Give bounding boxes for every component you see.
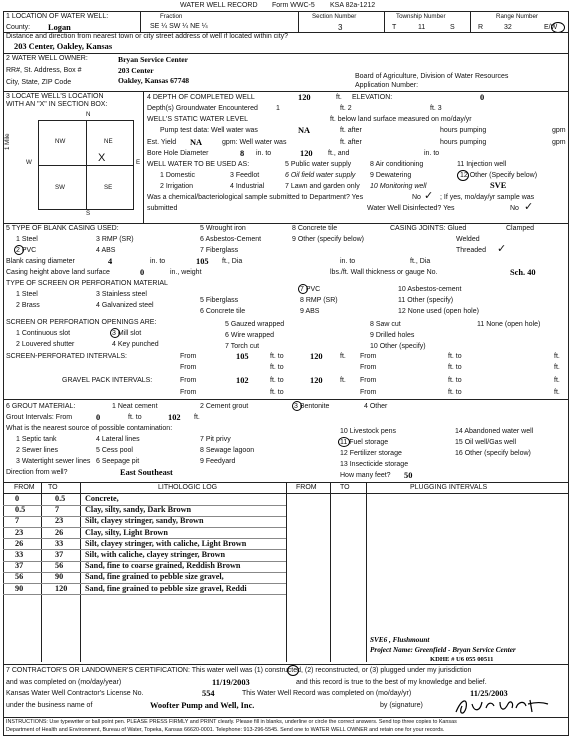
pump-hours: hours pumping	[440, 127, 487, 134]
direction-label: Direction from well?	[6, 469, 68, 476]
county-label: County:	[6, 24, 31, 31]
city-label: City, State, ZIP Code	[6, 79, 72, 86]
section6-label: 6 GROUT MATERIAL:	[6, 403, 76, 410]
table-row	[3, 584, 569, 595]
screen-other: 11 Other (specify)	[398, 297, 454, 304]
log-to: 26	[55, 527, 64, 537]
open-saw: 8 Saw cut	[370, 321, 401, 328]
log-header-from2: FROM	[296, 484, 317, 491]
gp-label: GRAVEL PACK INTERVALS:	[62, 377, 153, 384]
casing-threaded: Threaded	[456, 247, 486, 254]
instructions-line2: Department of Health and Environment, Bureau of Water, Topeka, Kansas 66620-0001. Telephone: 913-296-5545. Send one to WATER WELL OWNER and retain one for your records.	[6, 727, 445, 733]
grid-se: SE	[104, 184, 113, 191]
submitted-label: submitted	[147, 205, 178, 212]
contam-seepage: 6 Seepage pit	[96, 458, 140, 465]
fraction-value: SE ¼ SW ¼ NE ¼	[150, 23, 208, 30]
section-number-label: Section Number	[312, 13, 357, 20]
use-irrigation: 2 Irrigation	[160, 183, 194, 190]
bore-depth-value: 120	[300, 149, 313, 158]
true-statement: and this record is true to the best of my knowledge and belief.	[296, 679, 487, 686]
contam-pit: 7 Pit privy	[200, 436, 231, 443]
section1-label: 1 LOCATION OF WATER WELL:	[6, 13, 109, 20]
fraction-label: Fraction	[160, 13, 183, 20]
open-torch: 7 Torch cut	[225, 343, 260, 350]
log-description: Concrete,	[85, 494, 119, 503]
project-name: Project Name: Greenfield - Bryan Service Center	[370, 646, 516, 654]
open-mill-circle	[110, 328, 120, 338]
grid-ne: NE	[104, 138, 113, 145]
grout-bentonite: 3 Bentonite	[294, 403, 330, 410]
grout-intervals-label: Grout Intervals: From	[6, 414, 73, 421]
threaded-check: ✓	[497, 243, 507, 255]
use-oilfield: 6 Oil field water supply	[285, 172, 356, 179]
business-label: under the business name of	[6, 702, 93, 709]
completed-date: 11/19/2003	[212, 678, 250, 687]
certification-line: 7 CONTRACTOR'S OR LANDOWNER'S CERTIFICATION: This water well was (1) constructed, (2) reconstructed, or (3) plugged under my jurisdiction	[6, 667, 472, 674]
section-number-value: 3	[338, 23, 343, 32]
casing-abs: 4 ABS	[96, 247, 116, 254]
address-value: 203 Center	[118, 66, 154, 75]
feet-value: 50	[404, 471, 413, 480]
compass-e: E	[136, 159, 141, 166]
use-lawn: 7 Lawn and garden only	[285, 183, 360, 190]
pump-rest: ft. after	[340, 127, 362, 134]
pump-gpm: gpm	[552, 127, 566, 134]
contam-fertilizer: 12 Fertilizer storage	[340, 450, 402, 457]
static-label: WELL'S STATIC WATER LEVEL	[147, 116, 249, 123]
open-other: 10 Other (specify)	[370, 343, 426, 350]
spi-from-2: From	[360, 353, 377, 360]
gp-to-1: ft. to	[270, 377, 284, 384]
table-row	[3, 561, 569, 572]
log-to: 7	[55, 505, 60, 515]
screen-concrete: 6 Concrete tile	[200, 308, 246, 315]
table-row	[3, 494, 569, 505]
contam-other: 16 Other (specify below)	[455, 450, 531, 457]
gp-to-value: 120	[310, 376, 323, 385]
grout-from-value: 0	[96, 413, 101, 422]
spi-to-3: ft. to	[270, 364, 284, 371]
spi-to-4: ft. to	[448, 364, 462, 371]
range-value: 32	[504, 24, 512, 31]
use-dewatering: 9 Dewatering	[370, 172, 412, 179]
grout-other: 4 Other	[364, 403, 388, 410]
log-description: Silt, clayey stringer, sandy, Brown	[85, 516, 204, 526]
howmany-label: How many feet?	[340, 472, 391, 479]
screen-abs: 9 ABS	[300, 308, 320, 315]
grout-to-value: 102	[168, 413, 181, 422]
grout-ft: ft.	[194, 414, 200, 421]
yield-after: ft. after	[340, 139, 362, 146]
section2-label: 2 WATER WELL OWNER:	[6, 55, 88, 62]
contam-sewer: 2 Sewer lines	[16, 447, 59, 454]
grout-cement: 2 Cement grout	[200, 403, 249, 410]
log-description: Silt, with caliche, clayey stringer, Brown	[85, 550, 226, 559]
contam-fuel-circle	[338, 437, 350, 447]
signature-label: by (signature)	[380, 702, 423, 709]
gp-to-2: ft. to	[448, 377, 462, 384]
log-header-to: TO	[48, 484, 58, 491]
log-from: 7	[15, 516, 20, 526]
log-from: 0.5	[15, 505, 26, 515]
blank-diameter-value: 4	[108, 257, 113, 266]
use-other-circle	[457, 170, 469, 181]
contam-septic: 1 Septic tank	[16, 436, 57, 443]
gp-from-4: From	[360, 389, 377, 396]
contam-fuel: 11 Fuel storage	[340, 439, 389, 446]
blank-dia-2: ft., Dia	[410, 258, 431, 265]
static-rest: ft. below land surface measured on mo/day/yr	[330, 116, 472, 123]
gp-ft-2: ft.	[554, 377, 560, 384]
ksa-reference: KSA 82a-1212	[330, 2, 376, 9]
log-from: 23	[15, 527, 24, 537]
compass-n: N	[86, 111, 91, 118]
chem-no-check: ✓	[424, 190, 434, 202]
yield-hours: hours pumping	[440, 139, 487, 146]
compass-s: S	[86, 210, 91, 217]
log-from: 33	[15, 550, 24, 559]
log-description: Sand, fine grained to pebble size gravel,	[85, 572, 224, 582]
kdhe-number: KDHE # U6 055 00511	[430, 656, 494, 663]
casing-pvc-circle	[14, 245, 24, 255]
casing-concrete: 8 Concrete tile	[292, 225, 338, 232]
open-mill-slot: 3 Mill slot	[112, 330, 142, 337]
yield-gpm: gpm	[552, 139, 566, 146]
screen-rmp: 8 RMP (SR)	[300, 297, 338, 304]
casing-other: 9 Other (specify below)	[292, 236, 364, 243]
casing-height-label: Casing height above land surface	[6, 269, 110, 276]
grout-neat: 1 Neat cement	[112, 403, 158, 410]
log-description: Clay, silty, Light Brown	[85, 527, 168, 537]
casing-clamped: Clamped	[506, 225, 535, 232]
grid-sw: SW	[55, 184, 65, 191]
contamination-label: What is the nearest source of possible contamination:	[6, 425, 173, 432]
gp-ft-4: ft.	[554, 389, 560, 396]
address-label: RR#, St. Address, Box #	[6, 67, 82, 74]
screen-none: 12 None used (open hole)	[398, 308, 479, 315]
use-injection: 11 Injection well	[457, 161, 507, 168]
record-date: 11/25/2003	[470, 689, 508, 698]
table-row	[3, 539, 569, 550]
log-to: 33	[55, 538, 64, 548]
openings-label: SCREEN OR PERFORATION OPENINGS ARE:	[6, 319, 157, 326]
township-label: Township Number	[396, 13, 446, 20]
screen-label: TYPE OF SCREEN OR PERFORATION MATERIAL	[6, 280, 168, 287]
range-r: R	[478, 24, 484, 31]
log-to: 37	[55, 550, 64, 559]
mile-label: 1 Mile	[4, 133, 11, 150]
contam-cess: 5 Cess pool	[96, 447, 133, 454]
gp-ft-1: ft.	[340, 377, 346, 384]
open-key: 4 Key punched	[112, 341, 159, 348]
blank-to: in. to	[150, 258, 166, 265]
screen-fiberglass: 5 Fiberglass	[200, 297, 239, 304]
casing-asbestos: 6 Asbestos-Cement	[200, 236, 262, 243]
chem-rest: ; If yes, mo/day/yr sample was	[440, 194, 535, 201]
use-domestic: 1 Domestic	[160, 172, 196, 179]
blank-to-2: in. to	[340, 258, 356, 265]
wall-value: Sch. 40	[510, 268, 536, 277]
spi-to-2: ft. to	[448, 353, 462, 360]
sve-label: SVE6 , Flushmount	[370, 636, 430, 644]
log-description: Silt, clayey stringer, with caliche, Light Brown	[85, 538, 247, 548]
spi-from-4: From	[360, 364, 377, 371]
contam-lateral: 4 Lateral lines	[96, 436, 140, 443]
screen-pvc: 7 PVC	[300, 286, 321, 293]
open-gauzed: 5 Gauzed wrapped	[225, 321, 285, 328]
blank-dia: ft., Dia	[222, 258, 243, 265]
wall-label: lbs./ft. Wall thickness or gauge No.	[330, 269, 438, 276]
table-row	[3, 505, 569, 516]
form-title: WATER WELL RECORD	[180, 2, 258, 9]
business-name: Woofter Pump and Well, Inc.	[150, 701, 255, 710]
license-label: Kansas Water Well Contractor's License No.	[6, 690, 144, 697]
gp-from-2: From	[360, 377, 377, 384]
log-description: Clay, silty, sandy, Dark Brown	[85, 505, 192, 515]
bore-in: in. to	[424, 150, 440, 157]
log-header-litho: LITHOLOGIC LOG	[158, 484, 218, 491]
blank-diameter-label: Blank casing diameter	[6, 258, 75, 265]
casing-fiberglass: 7 Fiberglass	[200, 247, 239, 254]
contam-feedyard: 9 Feedyard	[200, 458, 236, 465]
depth-value: 120	[298, 93, 311, 102]
log-to: 23	[55, 516, 64, 526]
open-louvered: 2 Louvered shutter	[16, 341, 75, 348]
bore-and: ft., and	[328, 150, 350, 157]
casing-welded: Welded	[456, 236, 480, 243]
screen-steel: 1 Steel	[16, 291, 38, 298]
direction-value: East Southeast	[120, 468, 173, 477]
pump-label: Pump test data: Well water was	[160, 127, 258, 134]
log-to: 0.5	[55, 494, 66, 503]
depth-label: 4 DEPTH OF COMPLETED WELL	[147, 94, 255, 101]
compass-w: W	[26, 159, 32, 166]
spi-from-1: From	[180, 353, 197, 360]
log-to: 90	[55, 572, 64, 582]
use-public: 5 Public water supply	[285, 161, 352, 168]
use-industrial: 4 Industrial	[230, 183, 265, 190]
disinfected-no-check: ✓	[524, 201, 534, 213]
county-value: Logan	[48, 23, 71, 32]
form-number: Form WWC-5	[272, 2, 315, 9]
screen-pvc-circle	[298, 284, 308, 294]
gp-to-3: ft. to	[270, 389, 284, 396]
log-header-from: FROM	[14, 484, 35, 491]
screen-galvanized: 4 Galvanized steel	[96, 302, 154, 309]
owner-value: Bryan Service Center	[118, 55, 189, 64]
contam-livestock: 10 Livestock pens	[340, 428, 397, 435]
depth-ft: ft.	[336, 94, 342, 101]
groundwater-label: Depth(s) Groundwater Encountered	[147, 105, 258, 112]
elevation-value: 0	[480, 93, 485, 102]
spi-label: SCREEN-PERFORATED INTERVALS:	[6, 353, 127, 360]
log-from: 0	[15, 494, 20, 503]
log-description: Sand, fine to coarse grained, Reddish Brown	[85, 561, 241, 571]
chem-label: Was a chemical/bacteriological sample submitted to Department? Yes	[147, 194, 364, 201]
screen-asbestos: 10 Asbestos-cement	[398, 286, 462, 293]
distance-value: 203 Center, Oakley, Kansas	[14, 42, 113, 51]
application-label: Application Number:	[355, 82, 419, 89]
open-drilled: 9 Drilled holes	[370, 332, 415, 339]
spi-ft-2: ft.	[554, 353, 560, 360]
log-from: 90	[15, 583, 24, 593]
log-header-plugging: PLUGGING INTERVALS	[410, 484, 488, 491]
range-label: Range Number	[496, 13, 538, 20]
table-row	[3, 550, 569, 561]
elevation-label: ELEVATION:	[352, 94, 393, 101]
table-row	[3, 516, 569, 527]
spi-to-1: ft. to	[270, 353, 284, 360]
section3-label2: WITH AN "X" IN SECTION BOX:	[6, 101, 108, 108]
casing-joints: CASING JOINTS: Glued	[390, 225, 467, 232]
spi-from-value: 105	[236, 352, 249, 361]
township-t: T	[392, 24, 397, 31]
contam-insecticide: 13 Insecticide storage	[340, 461, 409, 468]
contam-oilwell: 15 Oil well/Gas well	[455, 439, 517, 446]
bore-to: in. to	[256, 150, 272, 157]
yield-value: NA	[190, 138, 203, 147]
casing-pvc: 2 PVC	[16, 247, 37, 254]
spi-ft-1: ft.	[340, 353, 346, 360]
gp-from-1: From	[180, 377, 197, 384]
record-completed-label: This Water Well Record was completed on (mo/day/yr)	[242, 690, 412, 697]
instructions-line1: INSTRUCTIONS: Use typewriter or ball point pen. PLEASE PRESS FIRMLY and PRINT clearly. Please fill in blanks, underline or circle the correct answers. Send top three copies to Kansas	[6, 719, 457, 725]
grout-to: ft. to	[128, 414, 142, 421]
grout-bentonite-circle	[292, 401, 302, 411]
other-use-value: SVE	[490, 181, 507, 190]
contam-watertight: 3 Watertight sewer lines	[16, 458, 91, 465]
open-continuous: 1 Continuous slot	[16, 330, 71, 337]
use-monitoring: 10 Monitoring well	[370, 183, 427, 190]
log-from: 56	[15, 572, 24, 582]
table-row	[3, 572, 569, 583]
constructed-circle	[287, 665, 299, 676]
board-label: Board of Agriculture, Division of Water Resources	[355, 73, 509, 80]
bore-label: Bore Hole Diameter	[147, 150, 209, 157]
spi-to-value: 120	[310, 352, 323, 361]
gp-from-3: From	[180, 389, 197, 396]
use-feedlot: 3 Feedlot	[230, 172, 260, 179]
gw-2: ft. 2	[340, 105, 352, 112]
log-from: 37	[15, 561, 24, 571]
log-from: 26	[15, 538, 24, 548]
completed-label: and was completed on (mo/day/year)	[6, 679, 122, 686]
casing-wrought: 5 Wrought iron	[200, 225, 246, 232]
section3-label: 3 LOCATE WELL'S LOCATION	[6, 93, 104, 100]
section5-label: 5 TYPE OF BLANK CASING USED:	[6, 225, 119, 232]
bore-value: 8	[240, 149, 245, 158]
casing-steel: 1 Steel	[16, 236, 38, 243]
distance-label: Distance and direction from nearest town or city street address of well if located within city?	[6, 33, 289, 40]
gw-1: 1	[276, 105, 280, 112]
use-label: WELL WATER TO BE USED AS:	[147, 161, 250, 168]
township-s: S	[450, 24, 455, 31]
location-mark: X	[98, 152, 106, 164]
use-air: 8 Air conditioning	[370, 161, 424, 168]
casing-weight: in., weight	[170, 269, 202, 276]
contam-abandoned: 14 Abandoned water well	[455, 428, 534, 435]
open-none: 11 None (open hole)	[477, 321, 541, 328]
yield-rest: gpm: Well water was	[222, 139, 287, 146]
log-header-to2: TO	[340, 484, 350, 491]
casing-rmp: 3 RMP (SR)	[96, 236, 134, 243]
spi-ft-4: ft.	[554, 364, 560, 371]
license-number: 554	[202, 689, 215, 698]
yield-label: Est. Yield	[147, 139, 177, 146]
screen-stainless: 3 Stainless steel	[96, 291, 147, 298]
disinfected-no: No	[510, 205, 519, 212]
township-value: 11	[418, 24, 426, 31]
use-other: 12 Other (Specify below)	[460, 172, 538, 179]
chem-no: No	[412, 194, 421, 201]
contam-lagoon: 8 Sewage lagoon	[200, 447, 255, 454]
gp-to-4: ft. to	[448, 389, 462, 396]
blank-depth-value: 105	[196, 257, 209, 266]
log-to: 120	[55, 583, 68, 593]
log-description: Sand, fine grained to pebble size gravel, Reddi	[85, 583, 247, 593]
gw-3: ft. 3	[430, 105, 442, 112]
casing-height-value: 0	[140, 268, 145, 277]
open-wire: 6 Wire wrapped	[225, 332, 275, 339]
gp-from-value: 102	[236, 376, 249, 385]
log-to: 56	[55, 561, 64, 571]
grid-nw: NW	[55, 138, 66, 145]
pump-value: NA	[298, 126, 311, 135]
city-value: Oakley, Kansas 67748	[118, 76, 190, 85]
screen-brass: 2 Brass	[16, 302, 40, 309]
disinfected-label: Water Well Disinfected? Yes	[367, 205, 455, 212]
table-row	[3, 528, 569, 539]
spi-from-3: From	[180, 364, 197, 371]
range-ew: E/W	[544, 24, 558, 31]
